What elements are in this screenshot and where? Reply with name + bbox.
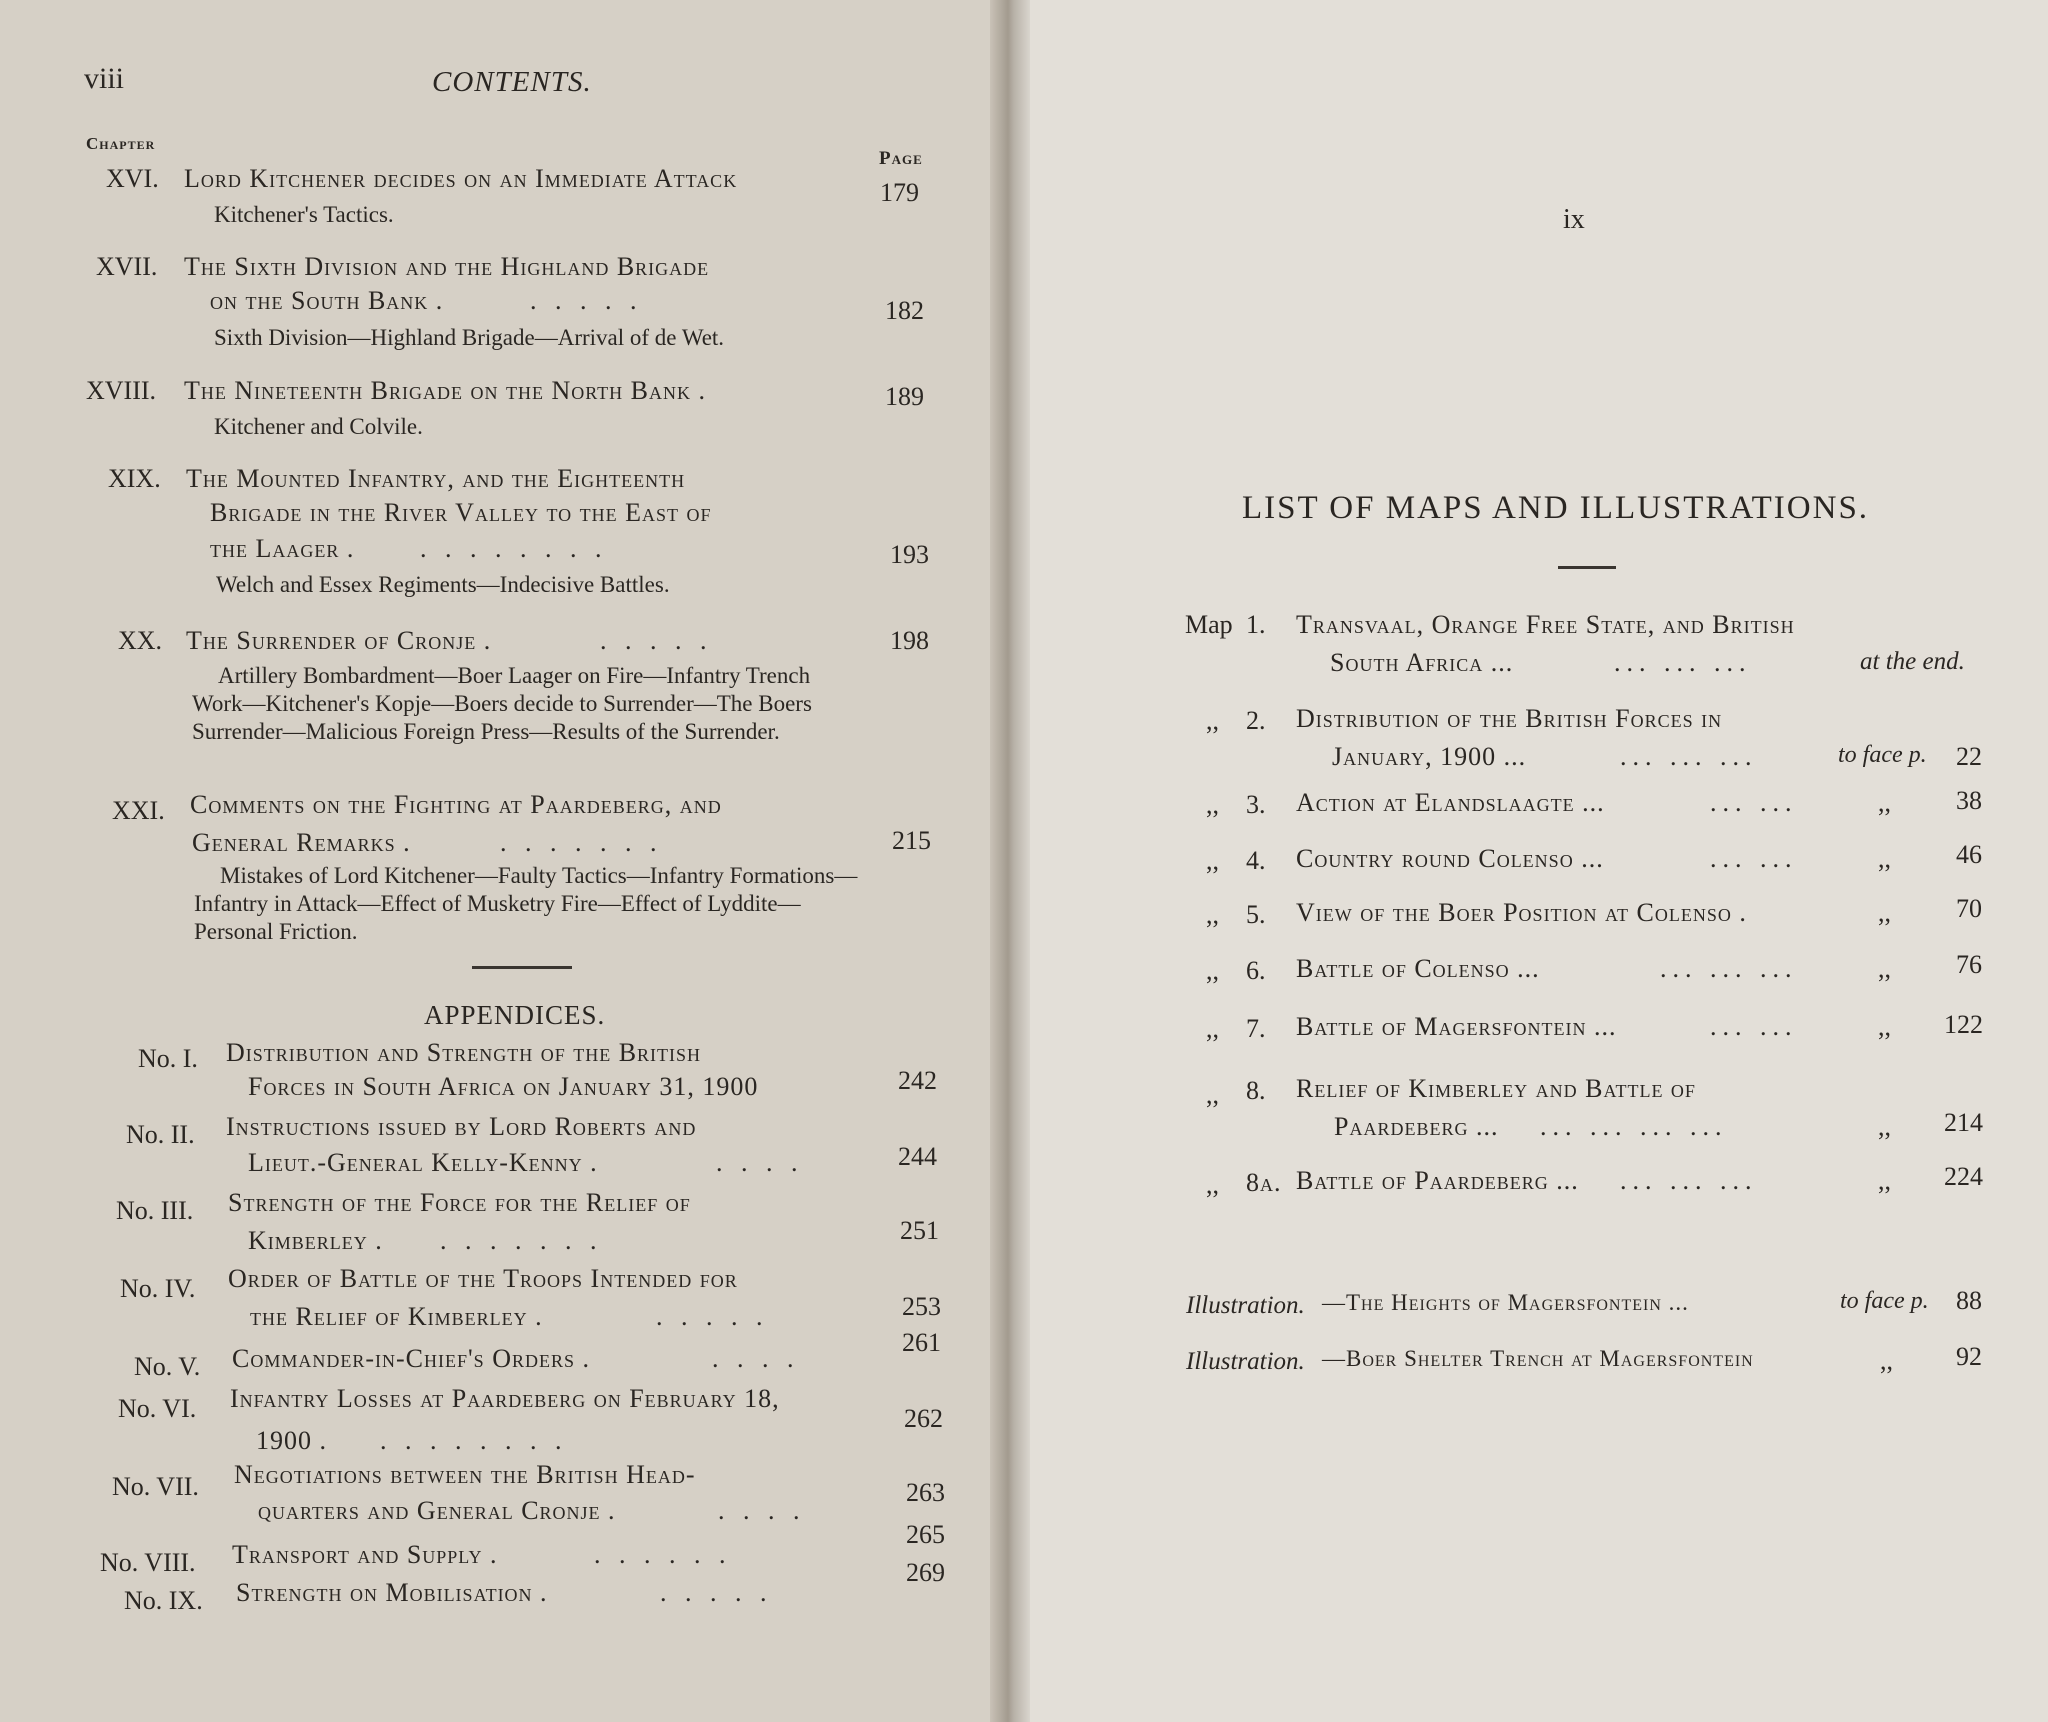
- appendix-number: No. III.: [116, 1196, 194, 1225]
- appendix-title: Kimberley .: [248, 1226, 383, 1255]
- right-page: [1010, 0, 2048, 1722]
- illustration-page: 92: [1956, 1342, 1982, 1371]
- running-head: CONTENTS.: [432, 66, 592, 98]
- appendix-number: No. IX.: [124, 1586, 203, 1615]
- chapter-page: 193: [890, 540, 929, 569]
- ditto-mark: ,,: [1878, 844, 1891, 873]
- appendix-title: Strength on Mobilisation .: [236, 1578, 548, 1607]
- chapter-page: 198: [890, 626, 929, 655]
- appendix-page: 251: [900, 1216, 939, 1245]
- chapter-title: The Mounted Infantry, and the Eighteenth: [186, 464, 686, 493]
- appendix-title: Lieut.-General Kelly-Kenny .: [248, 1148, 598, 1177]
- map-title: Paardeberg ...: [1334, 1112, 1499, 1141]
- appendix-title: Infantry Losses at Paardeberg on February 18,: [230, 1384, 780, 1413]
- map-label: ,,: [1206, 706, 1219, 735]
- ditto-mark: ,,: [1878, 898, 1891, 927]
- leader-dots: . . . . .: [530, 286, 643, 315]
- map-location: at the end.: [1860, 648, 1965, 675]
- map-page: 38: [1956, 786, 1982, 815]
- divider-rule: [472, 966, 572, 969]
- appendix-title: Distribution and Strength of the British: [226, 1038, 702, 1067]
- illustration-location: to face p.: [1840, 1288, 1929, 1314]
- divider-rule: [1558, 566, 1616, 569]
- map-number: 6.: [1246, 956, 1266, 985]
- map-number: 7.: [1246, 1014, 1266, 1043]
- leader-dots: ... ... ...: [1620, 1166, 1758, 1195]
- appendix-title: 1900 .: [256, 1426, 327, 1455]
- appendix-number: No. VI.: [118, 1394, 197, 1423]
- leader-dots: ... ...: [1710, 1012, 1798, 1041]
- leader-dots: . . . .: [712, 1344, 800, 1373]
- map-title: Battle of Magersfontein ...: [1296, 1012, 1617, 1041]
- ditto-mark: ,,: [1878, 788, 1891, 817]
- appendix-number: No. VIII.: [100, 1548, 196, 1577]
- map-page: 46: [1956, 840, 1982, 869]
- appendix-title: Strength of the Force for the Relief of: [228, 1188, 691, 1217]
- map-title: South Africa ...: [1330, 648, 1514, 677]
- map-page: 224: [1944, 1162, 1983, 1191]
- map-title: Distribution of the British Forces in: [1296, 704, 1723, 733]
- appendix-page: 261: [902, 1328, 941, 1357]
- leader-dots: ... ... ...: [1614, 648, 1752, 677]
- chapter-summary: Kitchener and Colvile.: [214, 414, 423, 439]
- appendix-page: 265: [906, 1520, 945, 1549]
- map-title: January, 1900 ...: [1332, 742, 1527, 771]
- map-location: to face p.: [1838, 742, 1927, 768]
- illustration-title: —The Heights of Magersfontein ...: [1322, 1290, 1689, 1315]
- chapter-page: 215: [892, 826, 931, 855]
- chapter-number: XX.: [118, 626, 163, 655]
- leader-dots: . . . . .: [600, 626, 713, 655]
- chapter-title: The Nineteenth Brigade on the North Bank .: [184, 376, 706, 405]
- leader-dots: ... ...: [1710, 788, 1798, 817]
- map-page: 70: [1956, 894, 1982, 923]
- chapter-page: 182: [885, 296, 924, 325]
- left-page: [0, 0, 1010, 1722]
- appendix-title: Instructions issued by Lord Roberts and: [226, 1112, 697, 1141]
- chapter-number: XVII.: [96, 252, 158, 281]
- appendix-title: the Relief of Kimberley .: [250, 1302, 543, 1331]
- ditto-mark: ,,: [1880, 1346, 1893, 1375]
- map-title: Relief of Kimberley and Battle of: [1296, 1074, 1696, 1103]
- ditto-mark: ,,: [1878, 1012, 1891, 1041]
- chapter-summary: Welch and Essex Regiments—Indecisive Battles.: [216, 572, 670, 597]
- chapter-summary: Kitchener's Tactics.: [214, 202, 394, 227]
- right-folio: ix: [1563, 204, 1585, 235]
- leader-dots: . . . . .: [656, 1302, 769, 1331]
- leader-dots: . . . . .: [660, 1578, 773, 1607]
- map-number: 3.: [1246, 790, 1266, 819]
- map-page: 122: [1944, 1010, 1983, 1039]
- chapter-title: Lord Kitchener decides on an Immediate Attack: [184, 164, 738, 193]
- appendix-page: 269: [906, 1558, 945, 1587]
- leader-dots: . . . . . .: [594, 1540, 732, 1569]
- map-label: ,,: [1206, 1080, 1219, 1109]
- chapter-summary: Sixth Division—Highland Brigade—Arrival of de Wet.: [214, 325, 725, 350]
- left-folio: viii: [84, 62, 125, 95]
- leader-dots: ... ... ...: [1660, 954, 1798, 983]
- chapter-title: Comments on the Fighting at Paardeberg, and: [190, 790, 722, 819]
- appendix-title: Transport and Supply .: [232, 1540, 498, 1569]
- appendix-page: 253: [902, 1292, 941, 1321]
- illustration-label: Illustration.: [1186, 1348, 1305, 1375]
- appendix-number: No. II.: [126, 1120, 195, 1149]
- map-number: 1.: [1246, 610, 1266, 639]
- map-title: Action at Elandslaagte ...: [1296, 788, 1605, 817]
- chapter-title: General Remarks .: [192, 828, 411, 857]
- leader-dots: ... ... ...: [1620, 742, 1758, 771]
- appendix-title: Order of Battle of the Troops Intended for: [228, 1264, 738, 1293]
- map-title: Battle of Colenso ...: [1296, 954, 1540, 983]
- appendix-page: 244: [898, 1142, 937, 1171]
- chapter-column-header: Chapter: [86, 134, 156, 153]
- appendix-title: Negotiations between the British Head-: [234, 1460, 696, 1489]
- chapter-summary: Artillery Bombardment—Boer Laager on Fire—Infantry Trench Work—Kitchener's Kopje—Boers decide to Surrender—The Boers Surrender—Malicious Foreign Press—Results of the Surrender.: [192, 663, 812, 744]
- map-number: 8a.: [1246, 1168, 1282, 1197]
- leader-dots: ... ...: [1710, 844, 1798, 873]
- page-column-header: Page: [879, 148, 923, 169]
- ditto-mark: ,,: [1878, 954, 1891, 983]
- appendices-heading: APPENDICES.: [424, 1000, 606, 1030]
- appendix-title: Commander-in-Chief's Orders .: [232, 1344, 590, 1373]
- leader-dots: ... ... ... ...: [1540, 1112, 1728, 1141]
- map-page: 76: [1956, 950, 1982, 979]
- map-label: ,,: [1206, 1014, 1219, 1043]
- map-title: Country round Colenso ...: [1296, 844, 1604, 873]
- book-gutter: [990, 0, 1030, 1722]
- map-label: ,,: [1206, 900, 1219, 929]
- chapter-summary: Mistakes of Lord Kitchener—Faulty Tactics—Infantry Formations—Infantry in Attack—Effect of Musketry Fire—Effect of Lyddite—Personal Friction.: [194, 863, 858, 944]
- map-label: ,,: [1206, 846, 1219, 875]
- map-label: Map: [1185, 610, 1233, 639]
- appendix-title: Forces in South Africa on January 31, 1900: [248, 1072, 759, 1101]
- appendix-number: No. V.: [134, 1352, 201, 1381]
- map-page: 214: [1944, 1108, 1983, 1137]
- illustration-page: 88: [1956, 1286, 1982, 1315]
- appendix-page: 262: [904, 1404, 943, 1433]
- map-number: 4.: [1246, 846, 1266, 875]
- map-page: 22: [1956, 742, 1982, 771]
- map-label: ,,: [1206, 1170, 1219, 1199]
- map-number: 5.: [1246, 900, 1266, 929]
- map-number: 8.: [1246, 1076, 1266, 1105]
- appendix-page: 263: [906, 1478, 945, 1507]
- chapter-title: Brigade in the River Valley to the East of: [210, 498, 712, 527]
- map-number: 2.: [1246, 706, 1266, 735]
- map-title: Battle of Paardeberg ...: [1296, 1166, 1579, 1195]
- chapter-number: XIX.: [108, 464, 161, 493]
- chapter-title: on the South Bank .: [210, 286, 444, 315]
- appendix-number: No. I.: [138, 1044, 198, 1073]
- map-title: View of the Boer Position at Colenso .: [1296, 898, 1747, 927]
- appendix-number: No. IV.: [120, 1274, 196, 1303]
- leader-dots: . . . . . . .: [500, 828, 663, 857]
- leader-dots: . . . .: [718, 1496, 806, 1525]
- chapter-title: The Surrender of Cronje .: [186, 626, 492, 655]
- chapter-number: XXI.: [112, 796, 165, 825]
- chapter-title: The Sixth Division and the Highland Brigade: [184, 252, 710, 281]
- illustration-label: Illustration.: [1186, 1292, 1305, 1319]
- map-label: ,,: [1206, 790, 1219, 819]
- leader-dots: . . . . . . . .: [380, 1426, 568, 1455]
- chapter-number: XVIII.: [86, 376, 157, 405]
- map-title: Transvaal, Orange Free State, and British: [1296, 610, 1795, 639]
- chapter-page: 179: [880, 178, 919, 207]
- ditto-mark: ,,: [1878, 1166, 1891, 1195]
- leader-dots: . . . .: [716, 1148, 804, 1177]
- chapter-number: XVI.: [106, 164, 159, 193]
- appendix-page: 242: [898, 1066, 937, 1095]
- leader-dots: . . . . . . . .: [420, 534, 608, 563]
- chapter-page: 189: [885, 382, 924, 411]
- appendix-title: quarters and General Cronje .: [258, 1496, 616, 1525]
- leader-dots: . . . . . . .: [440, 1226, 603, 1255]
- chapter-title: the Laager .: [210, 534, 355, 563]
- appendix-number: No. VII.: [112, 1472, 199, 1501]
- ditto-mark: ,,: [1878, 1112, 1891, 1141]
- list-title: LIST OF MAPS AND ILLUSTRATIONS.: [1242, 490, 1870, 526]
- map-label: ,,: [1206, 956, 1219, 985]
- illustration-title: —Boer Shelter Trench at Magersfontein: [1322, 1346, 1754, 1371]
